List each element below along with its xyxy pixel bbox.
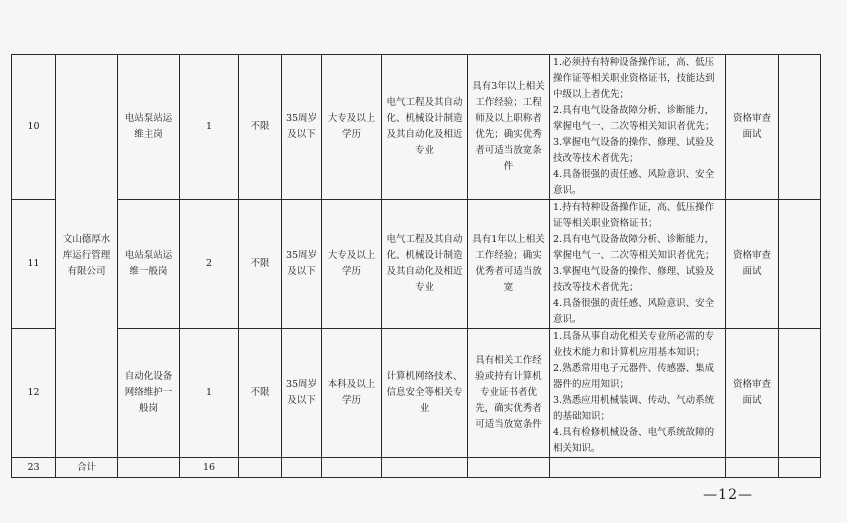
count-cell: 1 xyxy=(180,329,239,458)
remark-cell xyxy=(779,200,821,329)
gender-limit-cell: 不限 xyxy=(239,55,282,200)
education-cell: 大专及以上学历 xyxy=(322,200,382,329)
conditions-cell xyxy=(550,55,726,200)
empty-cell xyxy=(779,458,821,478)
page-number: —12— xyxy=(703,487,753,503)
age-cell: 35周岁及以下 xyxy=(282,200,322,329)
recruitment-table xyxy=(11,54,821,478)
empty-cell xyxy=(282,458,322,478)
empty-cell xyxy=(239,458,282,478)
position-cell: 电站泵站运维一般岗 xyxy=(118,200,180,329)
condition-item: 4.具备很强的责任感、风险意识、安全意识。 xyxy=(553,298,715,325)
total-row xyxy=(12,458,821,478)
table-row xyxy=(12,55,821,200)
unit-name-cell: 文山德厚水库运行管理有限公司 xyxy=(56,55,118,458)
condition-item: 1.具备从事自动化相关专业所必需的专业技术能力和计算机应用基本知识； xyxy=(553,331,715,358)
remark-cell xyxy=(779,329,821,458)
empty-cell xyxy=(322,458,382,478)
condition-item: 1.持有特种设备操作证，高、低压操作证等相关职业资格证书； xyxy=(553,202,715,229)
table-row xyxy=(12,329,821,458)
major-cell: 电气工程及其自动化、机械设计制造及其自动化及相近专业 xyxy=(382,55,468,200)
education-cell: 本科及以上学历 xyxy=(322,329,382,458)
remark-cell xyxy=(779,55,821,200)
empty-cell xyxy=(382,458,468,478)
method-cell: 资格审查面试 xyxy=(726,200,779,329)
condition-item: 2.具有电气设备故障分析、诊断能力，掌握电气一、二次等相关知识者优先； xyxy=(553,234,715,261)
empty-cell xyxy=(118,458,180,478)
position-cell: 电站泵站运维主岗 xyxy=(118,55,180,200)
age-cell: 35周岁及以下 xyxy=(282,329,322,458)
method-cell: 资格审查面试 xyxy=(726,55,779,200)
condition-item: 4.具有检修机械设备、电气系统故障的相关知识。 xyxy=(553,427,715,454)
empty-cell xyxy=(468,458,550,478)
total-row-number: 23 xyxy=(12,458,56,478)
condition-item: 3.掌握电气设备的操作、修理、试验及技改等技术者优先； xyxy=(553,137,715,164)
empty-cell xyxy=(726,458,779,478)
conditions-cell xyxy=(550,329,726,458)
row-number: 11 xyxy=(12,200,56,329)
condition-item: 2.熟悉常用电子元器件、传感器、集成器件的应用知识； xyxy=(553,363,715,390)
total-count: 16 xyxy=(180,458,239,478)
count-cell: 2 xyxy=(180,200,239,329)
experience-cell: 具有3年以上相关工作经验；工程师及以上职称者优先；确实优秀者可适当放宽条件 xyxy=(468,55,550,200)
empty-cell xyxy=(550,458,726,478)
gender-limit-cell: 不限 xyxy=(239,329,282,458)
condition-item: 3.掌握电气设备的操作、修理、试验及技改等技术者优先； xyxy=(553,266,715,293)
age-cell: 35周岁及以下 xyxy=(282,55,322,200)
major-cell: 电气工程及其自动化、机械设计制造及其自动化及相近专业 xyxy=(382,200,468,329)
gender-limit-cell: 不限 xyxy=(239,200,282,329)
experience-cell: 具有相关工作经验或持有计算机专业证书者优先，确实优秀者可适当放宽条件 xyxy=(468,329,550,458)
conditions-cell xyxy=(550,200,726,329)
condition-item: 3.熟悉应用机械装调、传动、气动系统的基础知识； xyxy=(553,395,715,422)
row-number: 10 xyxy=(12,55,56,200)
condition-item: 4.具备很强的责任感、风险意识、安全意识。 xyxy=(553,169,715,196)
total-label: 合计 xyxy=(56,458,118,478)
table-row xyxy=(12,200,821,329)
row-number: 12 xyxy=(12,329,56,458)
count-cell: 1 xyxy=(180,55,239,200)
education-cell: 大专及以上学历 xyxy=(322,55,382,200)
position-cell: 自动化设备网络维护一般岗 xyxy=(118,329,180,458)
method-cell: 资格审查面试 xyxy=(726,329,779,458)
major-cell: 计算机网络技术、信息安全等相关专业 xyxy=(382,329,468,458)
condition-item: 1.必须持有特种设备操作证，高、低压操作证等相关职业资格证书，技能达到中级以上者优先； xyxy=(553,57,715,100)
condition-item: 2.具有电气设备故障分析、诊断能力，掌握电气一、二次等相关知识者优先； xyxy=(553,105,715,132)
experience-cell: 具有1年以上相关工作经验；确实优秀者可适当放宽 xyxy=(468,200,550,329)
